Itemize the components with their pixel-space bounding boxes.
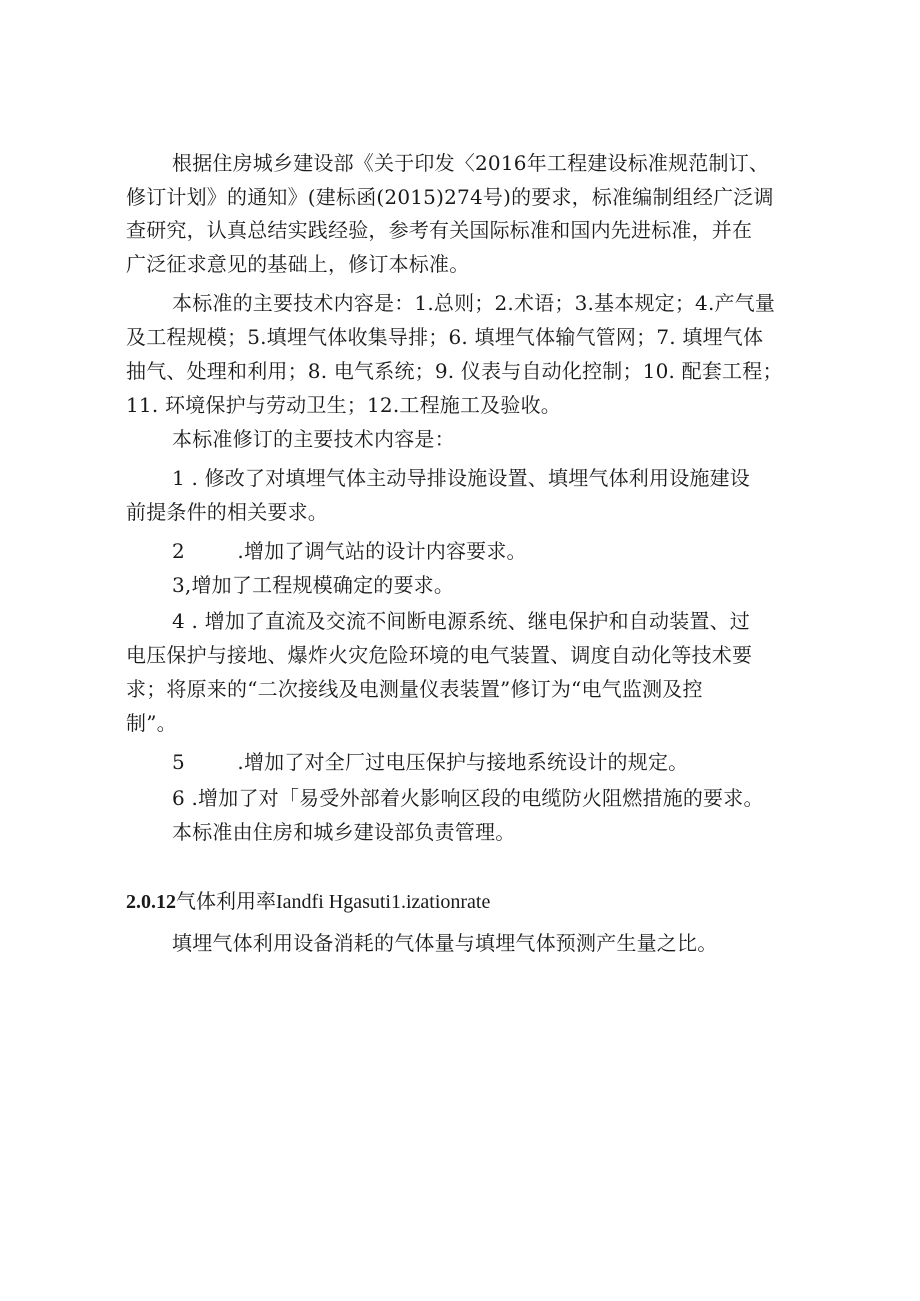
- foreword-p1-line-4: 广泛征求意见的基础上，修订本标准。: [126, 252, 470, 276]
- revision-item-4-line-1: 4 . 增加了直流及交流不间断电源系统、继电保护和自动装置、过: [172, 609, 750, 633]
- term-number: 2.0.12: [126, 891, 176, 913]
- revision-item-4-line-4: 制”。: [126, 711, 177, 735]
- revision-item-2: 2 .增加了调气站的设计内容要求。: [172, 539, 527, 563]
- revision-item-5: 5 .增加了对全厂过电压保护与接地系统设计的规定。: [172, 750, 689, 774]
- revision-item-1-line-1: 1 . 修改了对填埋气体主动导排设施设置、填埋气体利用设施建设: [172, 466, 750, 490]
- revision-item-4-line-3: 求；将原来的“二次接线及电测量仪表装置”修订为“电气监测及控: [126, 677, 703, 701]
- foreword-p2-line-2: 及工程规模；5.填埋气体收集导排；6. 填埋气体输气管网；7. 填埋气体: [126, 325, 764, 349]
- term-name: 气体利用率: [176, 889, 276, 913]
- term-english: Iandfi Hgasuti1.izationrate: [276, 891, 491, 913]
- revision-item-4-line-2: 电压保护与接地、爆炸火灾危险环境的电气装置、调度自动化等技术要: [126, 643, 753, 667]
- foreword-p2-line-4: 11. 环境保护与劳动卫生；12.工程施工及验收。: [126, 393, 561, 417]
- foreword-p1-line-2: 修订计划》的通知》(建标函(2015)274号)的要求，标准编制组经广泛调: [126, 185, 774, 209]
- revision-item-6: 6 .增加了对「易受外部着火影响区段的电缆防火阻燃措施的要求。: [172, 786, 764, 810]
- foreword-p1-line-1: 根据住房城乡建设部《关于印发〈2016年工程建设标准规范制订、: [172, 151, 770, 175]
- foreword-p2-line-1: 本标准的主要技术内容是：1.总则；2.术语；3.基本规定；4.产气量: [172, 291, 776, 315]
- revision-item-3: 3,增加了工程规模确定的要求。: [172, 573, 455, 597]
- foreword-p2-line-3: 抽气、处理和利用；8. 电气系统；9. 仪表与自动化控制；10. 配套工程；: [126, 359, 783, 383]
- revision-item-1-line-2: 前提条件的相关要求。: [126, 500, 328, 524]
- foreword-p1-line-3: 查研究，认真总结实践经验，参考有关国际标准和国内先进标准，并在: [126, 218, 753, 242]
- foreword-p4: 本标准由住房和城乡建设部负责管理。: [172, 820, 516, 844]
- term-definition: 填埋气体利用设备消耗的气体量与填埋气体预测产生量之比。: [172, 931, 718, 955]
- term-heading: [126, 884, 490, 919]
- foreword-p3: 本标准修订的主要技术内容是：: [172, 427, 455, 451]
